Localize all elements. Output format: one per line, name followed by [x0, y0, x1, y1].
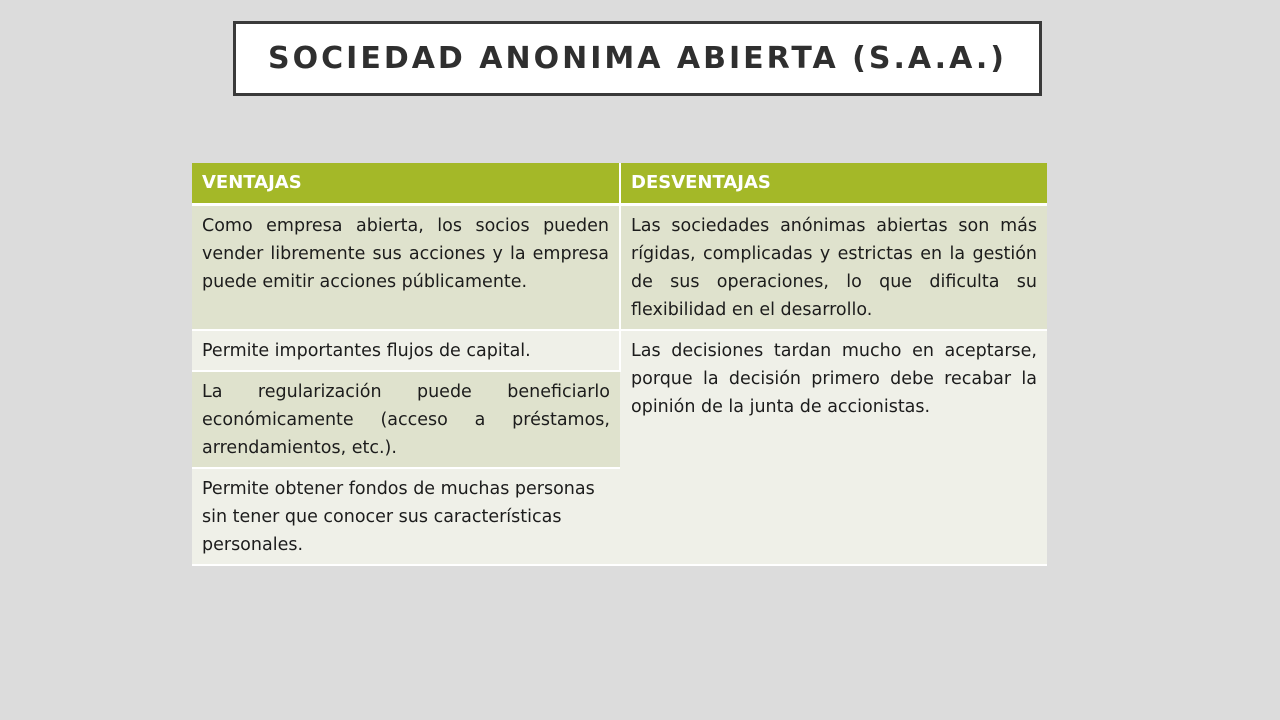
comparison-table — [192, 163, 1047, 566]
header-ventajas: VENTAJAS — [192, 163, 620, 205]
ventaja-cell: Permite obtener fondos de muchas personas sin tener que conocer sus características personales. — [192, 468, 620, 565]
table-header-row — [192, 163, 1047, 205]
desventaja-cell: Las decisiones tardan mucho en aceptarse, porque la decisión primero debe recabar la opinión de la junta de accionistas. — [620, 330, 1047, 565]
desventaja-cell: Las sociedades anónimas abiertas son más rígidas, complicadas y estrictas en la gestión de sus operaciones, lo que dificulta su flexibilidad en el desarrollo. — [620, 205, 1047, 331]
title-box — [233, 21, 1042, 96]
table-row — [192, 205, 1047, 331]
table-row — [192, 330, 1047, 371]
header-desventajas: DESVENTAJAS — [620, 163, 1047, 205]
ventaja-cell: Permite importantes flujos de capital. — [192, 330, 620, 371]
slide-title: SOCIEDAD ANONIMA ABIERTA (S.A.A.) — [268, 41, 1007, 76]
ventaja-cell: La regularización puede beneficiarlo económicamente (acceso a préstamos, arrendamientos, etc.). — [192, 371, 620, 468]
ventaja-cell: Como empresa abierta, los socios pueden vender libremente sus acciones y la empresa puede emitir acciones públicamente. — [192, 205, 620, 331]
